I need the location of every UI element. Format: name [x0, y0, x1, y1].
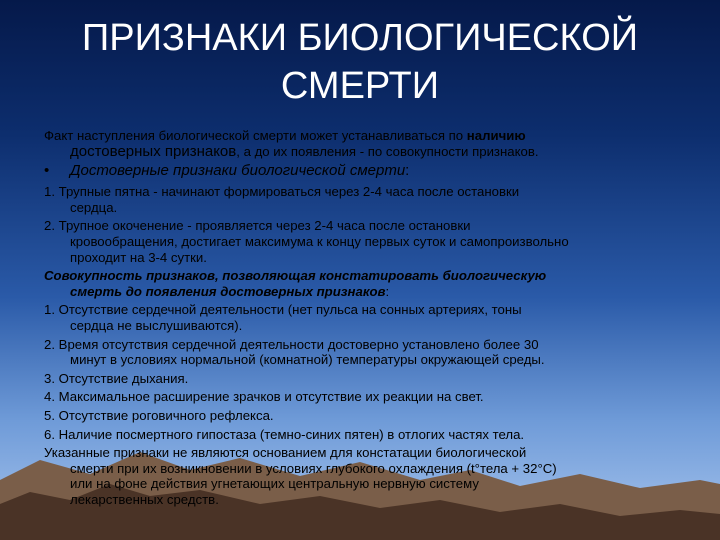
reliable-item-1-line-1: 1. Трупные пятна - начинают формироваться через 2-4 часа после остановки	[44, 184, 520, 200]
slide-body	[44, 128, 684, 510]
set-heading-line-2: смерть до появления достоверных признаков	[70, 283, 386, 299]
set-item-3: 3. Отсутствие дыхания.	[44, 370, 189, 386]
set-item-2	[44, 337, 684, 368]
intro-text-big: достоверных признаков	[70, 142, 237, 160]
reliable-item-2-line-3: проходит на 3-4 сутки.	[70, 249, 207, 265]
bullet-icon: •	[44, 162, 50, 180]
slide-title	[0, 14, 720, 110]
set-item-1-line-1: 1. Отсутствие сердечной деятельности (нет пульса на сонных артериях, тоны	[44, 302, 522, 318]
set-item-1	[44, 302, 684, 333]
title-line-2: СМЕРТИ	[280, 65, 440, 107]
set-item-1-line-2: сердца не выслушиваются).	[70, 317, 243, 333]
set-item-2-line-1: 2. Время отсутствия сердечной деятельности достоверно установлено более 30	[44, 336, 539, 352]
reliable-item-2-line-2: кровообращения, достигает максимума к концу первых суток и самопроизвольно	[70, 233, 569, 249]
set-heading-colon: :	[385, 283, 390, 299]
note-paragraph	[44, 445, 684, 507]
note-line-2: смерти при их возникновении в условиях глубокого охлаждения (t°тела + 32°С)	[70, 460, 557, 476]
set-of-signs-heading	[44, 268, 684, 299]
reliable-item-1	[44, 184, 684, 215]
note-line-3: или на фоне действия угнетающих центральную нервную систему	[70, 476, 479, 492]
title-line-1: ПРИЗНАКИ БИОЛОГИЧЕСКОЙ	[81, 17, 639, 59]
intro-text-d: , а до их появления - по совокупности признаков.	[236, 143, 539, 159]
set-item-4: 4. Максимальное расширение зрачков и отсутствие их реакции на свет.	[44, 389, 484, 405]
reliable-signs-bullet	[44, 162, 684, 180]
set-item-6: 6. Наличие посмертного гипостаза (темно-синих пятен) в отлогих частях тела.	[44, 426, 525, 442]
reliable-signs-colon: :	[405, 162, 410, 180]
set-item-2-line-2: минут в условиях нормальной (комнатной) температуры окружающей среды.	[70, 352, 545, 368]
set-heading-line-1: Совокупность признаков, позволяющая констатировать биологическую	[44, 268, 547, 284]
intro-paragraph	[44, 128, 684, 159]
note-line-4: лекарственных средств.	[70, 491, 219, 507]
reliable-signs-heading: Достоверные признаки биологической смерти	[70, 162, 406, 180]
note-line-1: Указанные признаки не являются основанием для констатации биологической	[44, 445, 527, 461]
reliable-item-2-line-1: 2. Трупное окоченение - проявляется через 2-4 часа после остановки	[44, 218, 471, 234]
reliable-item-2	[44, 218, 684, 265]
intro-text-a: Факт наступления биологической смерти может устанавливаться по	[44, 128, 467, 143]
set-item-5: 5. Отсутствие роговичного рефлекса.	[44, 407, 274, 423]
reliable-item-1-line-2: сердца.	[70, 199, 118, 215]
intro-text-bold: наличию	[466, 128, 526, 143]
